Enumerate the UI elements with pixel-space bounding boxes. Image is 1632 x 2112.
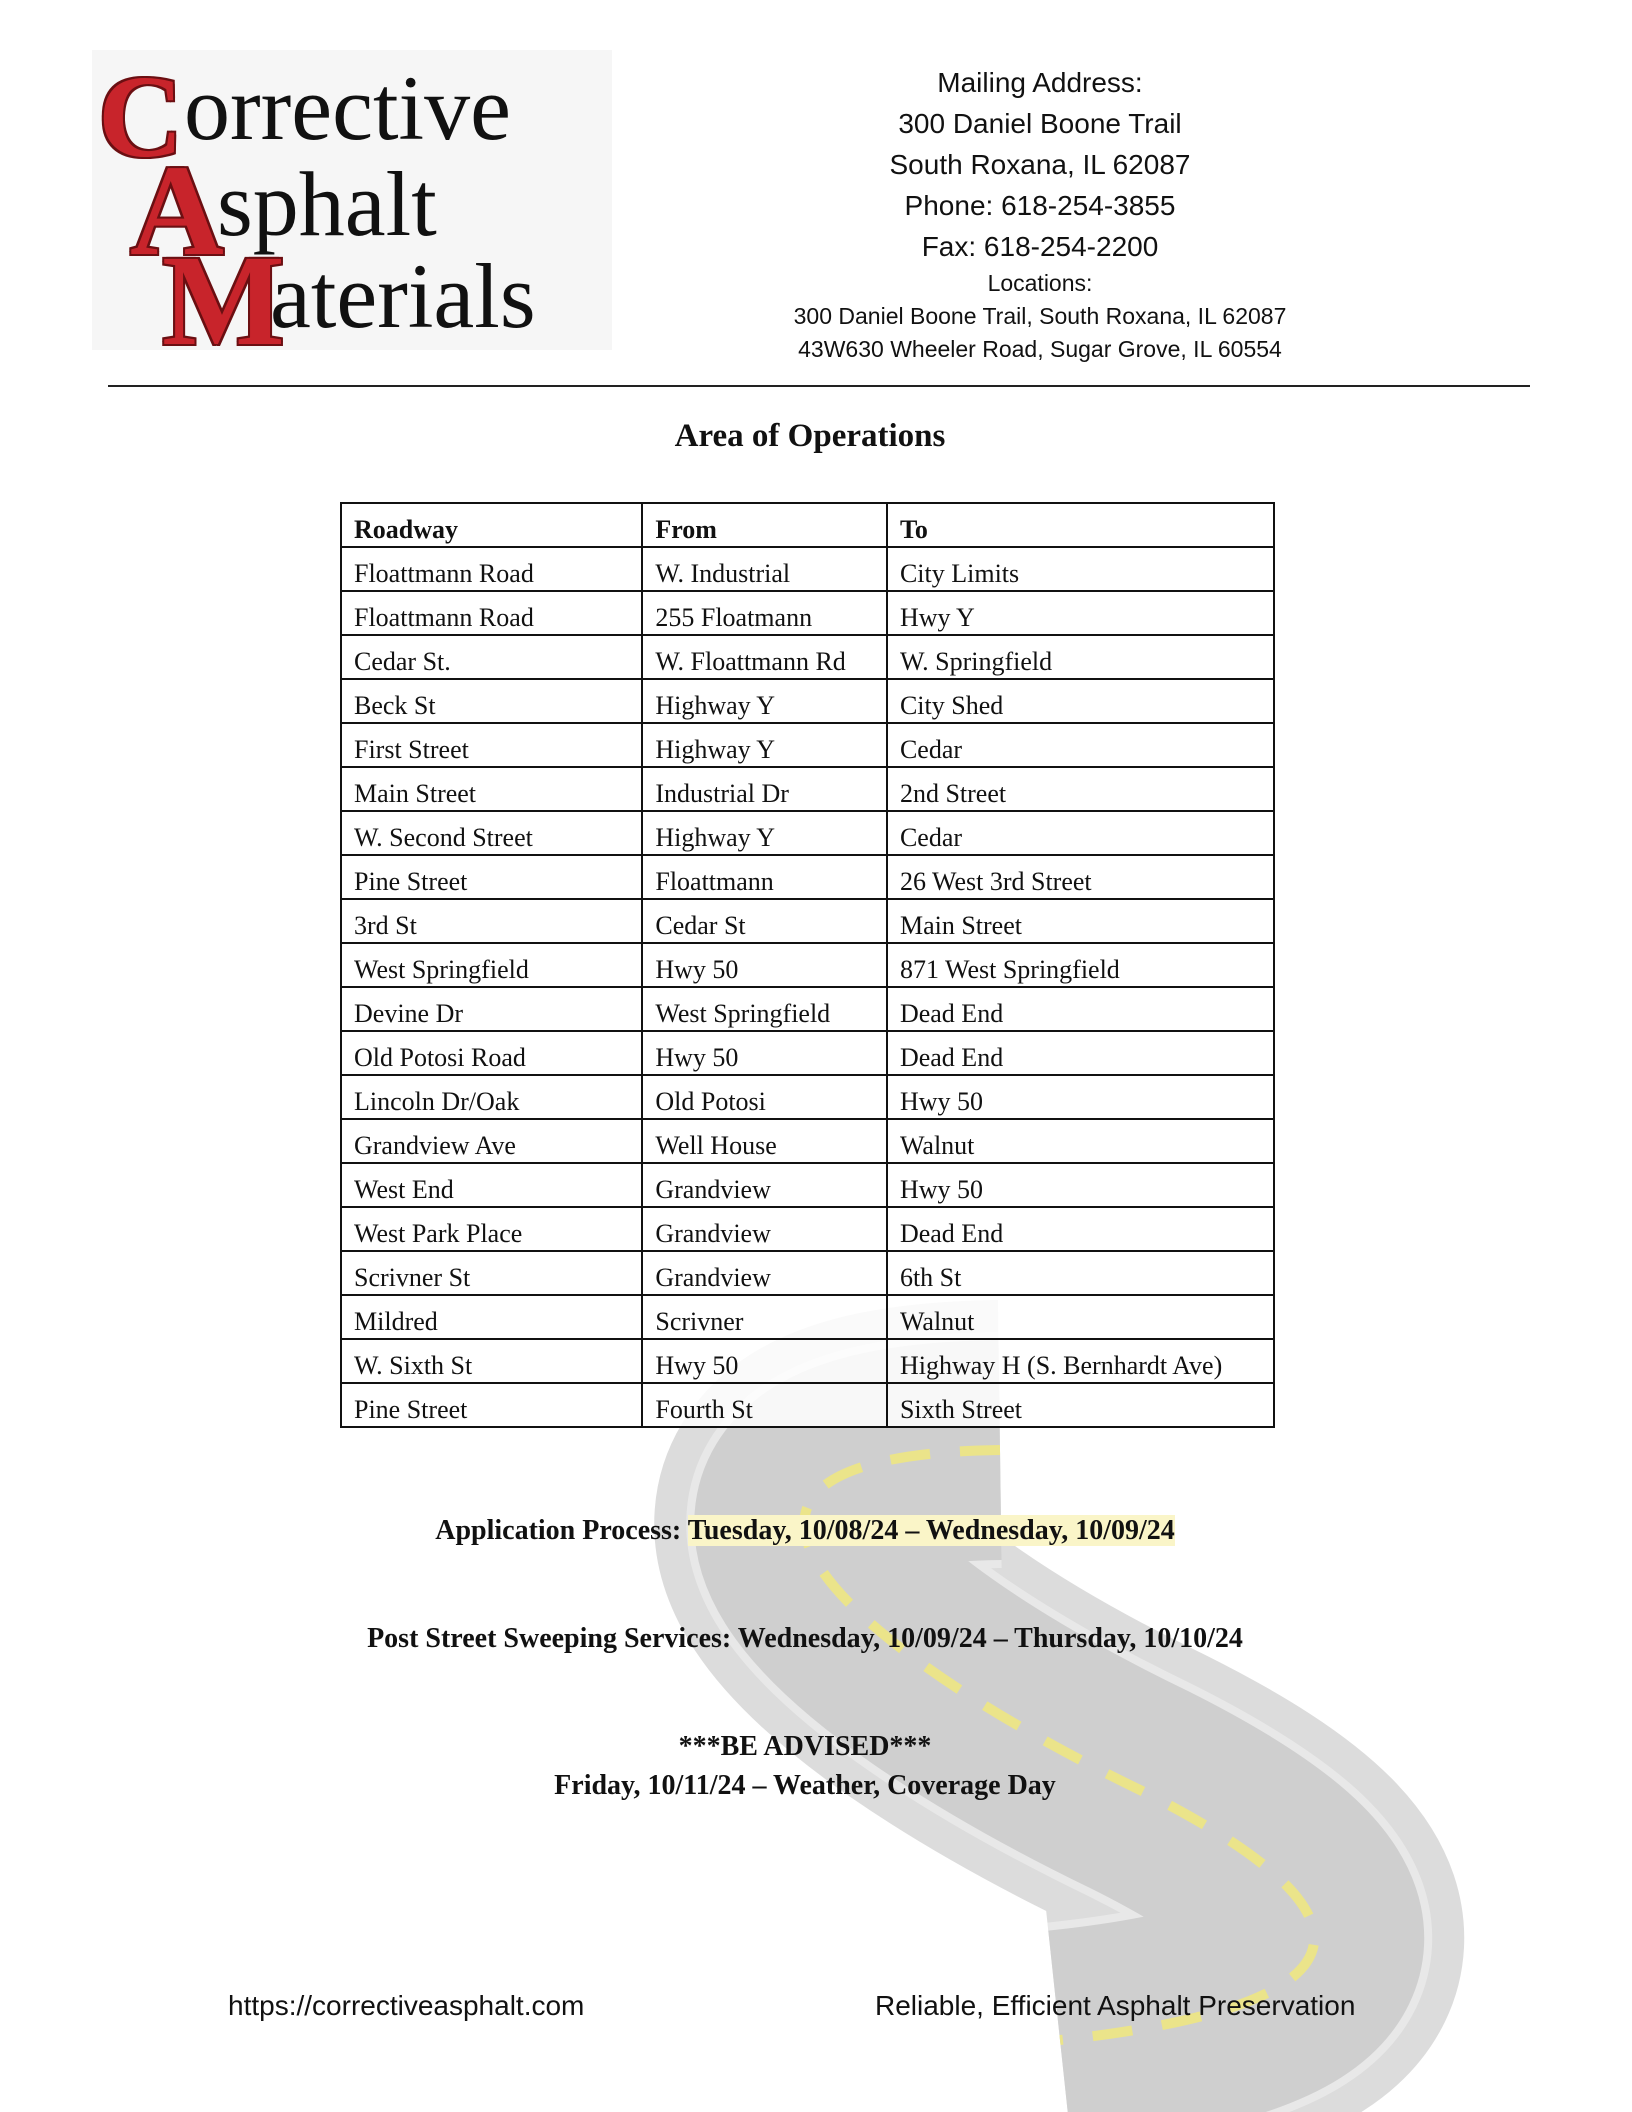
cell-from: Hwy 50 <box>642 1339 887 1383</box>
header-divider <box>108 385 1530 387</box>
cell-to: 26 West 3rd Street <box>887 855 1274 899</box>
cell-to: Walnut <box>887 1119 1274 1163</box>
cell-from: Industrial Dr <box>642 767 887 811</box>
table-row <box>341 943 1274 987</box>
cell-from: Grandview <box>642 1207 887 1251</box>
cell-to: Sixth Street <box>887 1383 1274 1427</box>
cell-from: Old Potosi <box>642 1075 887 1119</box>
cell-roadway: Pine Street <box>341 1383 642 1427</box>
cell-to: Dead End <box>887 1031 1274 1075</box>
be-advised: ***BE ADVISED*** <box>678 1731 932 1762</box>
table-row <box>341 1383 1274 1427</box>
table-row <box>341 591 1274 635</box>
cell-to: Cedar <box>887 723 1274 767</box>
cell-to: Highway H (S. Bernhardt Ave) <box>887 1339 1274 1383</box>
address-block <box>740 62 1340 366</box>
cell-to: Walnut <box>887 1295 1274 1339</box>
cell-from: Scrivner <box>642 1295 887 1339</box>
location-2: 43W630 Wheeler Road, Sugar Grove, IL 60554 <box>798 336 1282 362</box>
cell-from: Fourth St <box>642 1383 887 1427</box>
cell-from: Cedar St <box>642 899 887 943</box>
cell-roadway: First Street <box>341 723 642 767</box>
cell-to: Cedar <box>887 811 1274 855</box>
table-header-row <box>341 503 1274 547</box>
cell-from: W. Industrial <box>642 547 887 591</box>
cell-from: Hwy 50 <box>642 1031 887 1075</box>
logo-cap-c: C <box>98 51 184 182</box>
cell-to: Dead End <box>887 1207 1274 1251</box>
table-row <box>341 1163 1274 1207</box>
logo-word-1: orrective <box>184 57 511 159</box>
column-header-to: To <box>887 503 1274 547</box>
application-dates: Tuesday, 10/08/24 – Wednesday, 10/09/24 <box>687 1515 1175 1546</box>
table-row <box>341 635 1274 679</box>
mailing-street: 300 Daniel Boone Trail <box>898 108 1182 139</box>
table-row <box>341 767 1274 811</box>
cell-to: Main Street <box>887 899 1274 943</box>
table-row <box>341 1207 1274 1251</box>
tagline: Reliable, Efficient Asphalt Preservation <box>875 1990 1356 2021</box>
cell-roadway: West Springfield <box>341 943 642 987</box>
cell-from: Floattmann <box>642 855 887 899</box>
cell-roadway: Cedar St. <box>341 635 642 679</box>
cell-roadway: Scrivner St <box>341 1251 642 1295</box>
cell-to: Dead End <box>887 987 1274 1031</box>
cell-from: Highway Y <box>642 811 887 855</box>
table-row <box>341 679 1274 723</box>
cell-from: Grandview <box>642 1163 887 1207</box>
website-link[interactable]: https://correctiveasphalt.com <box>228 1990 585 2021</box>
table-row <box>341 811 1274 855</box>
column-header-roadway: Roadway <box>341 503 642 547</box>
cell-roadway: W. Second Street <box>341 811 642 855</box>
cell-from: Hwy 50 <box>642 943 887 987</box>
location-1: 300 Daniel Boone Trail, South Roxana, IL 62087 <box>793 303 1287 329</box>
cell-roadway: Floattmann Road <box>341 591 642 635</box>
cell-roadway: Pine Street <box>341 855 642 899</box>
cell-roadway: Beck St <box>341 679 642 723</box>
column-header-from: From <box>642 503 887 547</box>
table-row <box>341 1119 1274 1163</box>
phone: Phone: 618-254-3855 <box>904 190 1176 221</box>
logo-word-3: aterials <box>270 245 536 347</box>
table-row <box>341 987 1274 1031</box>
cell-to: Hwy 50 <box>887 1163 1274 1207</box>
cell-from: Grandview <box>642 1251 887 1295</box>
cell-roadway: Floattmann Road <box>341 547 642 591</box>
mailing-city: South Roxana, IL 62087 <box>889 149 1191 180</box>
cell-from: W. Floattmann Rd <box>642 635 887 679</box>
company-logo <box>92 50 612 373</box>
cell-to: 2nd Street <box>887 767 1274 811</box>
cell-from: Highway Y <box>642 679 887 723</box>
cell-roadway: Devine Dr <box>341 987 642 1031</box>
table-row <box>341 855 1274 899</box>
coverage-day: Friday, 10/11/24 – Weather, Coverage Day <box>554 1770 1056 1801</box>
logo-word-2: sphalt <box>217 153 437 255</box>
table-row <box>341 1295 1274 1339</box>
cell-from: West Springfield <box>642 987 887 1031</box>
table-row <box>341 1251 1274 1295</box>
application-process <box>0 1515 1610 1547</box>
cell-roadway: Lincoln Dr/Oak <box>341 1075 642 1119</box>
cell-roadway: Old Potosi Road <box>341 1031 642 1075</box>
mailing-label: Mailing Address: <box>937 67 1143 98</box>
table-row <box>341 1031 1274 1075</box>
sweeping-services: Post Street Sweeping Services: Wednesday, 10/09/24 – Thursday, 10/10/24 <box>367 1623 1243 1654</box>
cell-to: City Limits <box>887 547 1274 591</box>
table-row <box>341 1339 1274 1383</box>
table-row <box>341 723 1274 767</box>
logo-cap-a: A <box>130 139 224 283</box>
page-title: Area of Operations <box>674 418 946 454</box>
operations-table <box>340 502 1275 1428</box>
application-label: Application Process: <box>435 1515 688 1546</box>
cell-to: Hwy 50 <box>887 1075 1274 1119</box>
cell-from: Well House <box>642 1119 887 1163</box>
cell-to: W. Springfield <box>887 635 1274 679</box>
cell-to: 871 West Springfield <box>887 943 1274 987</box>
cell-roadway: West Park Place <box>341 1207 642 1251</box>
cell-roadway: W. Sixth St <box>341 1339 642 1383</box>
cell-roadway: West End <box>341 1163 642 1207</box>
cell-roadway: 3rd St <box>341 899 642 943</box>
table-row <box>341 899 1274 943</box>
cell-to: 6th St <box>887 1251 1274 1295</box>
cell-roadway: Grandview Ave <box>341 1119 642 1163</box>
cell-roadway: Mildred <box>341 1295 642 1339</box>
cell-from: 255 Floatmann <box>642 591 887 635</box>
cell-roadway: Main Street <box>341 767 642 811</box>
cell-to: City Shed <box>887 679 1274 723</box>
fax: Fax: 618-254-2200 <box>921 231 1159 262</box>
cell-from: Highway Y <box>642 723 887 767</box>
cell-to: Hwy Y <box>887 591 1274 635</box>
locations-label: Locations: <box>987 270 1093 296</box>
table-row <box>341 547 1274 591</box>
logo-cap-m: M <box>162 229 285 373</box>
table-row <box>341 1075 1274 1119</box>
